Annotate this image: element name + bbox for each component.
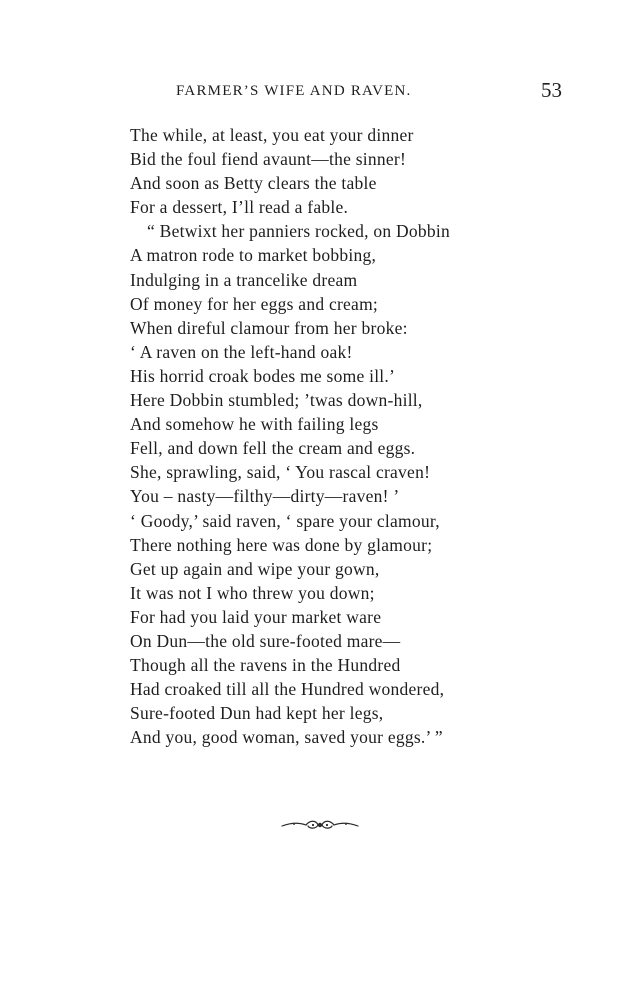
- poem-line: His horrid croak bodes me some ill.’: [130, 365, 396, 386]
- poem-line: Of money for her eggs and cream;: [130, 293, 379, 314]
- poem-line: And somehow he with failing legs: [130, 414, 379, 435]
- poem-line: A matron rode to market bobbing,: [130, 245, 377, 266]
- poem-line: For had you laid your market ware: [130, 606, 382, 627]
- poem-line: And soon as Betty clears the table: [130, 173, 377, 194]
- poem-line: For a dessert, I’ll read a fable.: [130, 197, 349, 218]
- page-number: 53: [541, 78, 562, 102]
- poem-line: “ Betwixt her panniers rocked, on Dobbin: [147, 221, 451, 242]
- poem-line: When direful clamour from her broke:: [130, 317, 408, 338]
- poem-text: [130, 123, 590, 749]
- poem-line: Bid the foul fiend avaunt—the sinner!: [130, 149, 407, 170]
- poem-line: Sure-footed Dun had kept her legs,: [130, 703, 384, 724]
- poem-line: Though all the ravens in the Hundred: [130, 655, 401, 676]
- poem-line: Had croaked till all the Hundred wondered,: [130, 679, 445, 700]
- tailpiece-ornament-icon: [280, 817, 360, 833]
- poem-line: You – nasty—filthy—dirty—raven! ’: [130, 486, 400, 507]
- poem-line: There nothing here was done by glamour;: [130, 534, 433, 555]
- running-title: FARMER’S WIFE AND RAVEN.: [176, 83, 412, 99]
- poem-line: ‘ Goody,’ said raven, ‘ spare your clamour,: [130, 510, 440, 531]
- poem-line: Get up again and wipe your gown,: [130, 558, 380, 579]
- poem-line: ‘ A raven on the left-hand oak!: [130, 341, 353, 362]
- poem-line: Indulging in a trancelike dream: [130, 269, 358, 290]
- poem-line: She, sprawling, said, ‘ You rascal craven!: [130, 462, 431, 483]
- poem-line: Fell, and down fell the cream and eggs.: [130, 438, 416, 459]
- poem-line: It was not I who threw you down;: [130, 582, 375, 603]
- poem-line: On Dun—the old sure-footed mare—: [130, 630, 401, 651]
- poem-line: The while, at least, you eat your dinner: [130, 125, 414, 145]
- poem-line: And you, good woman, saved your eggs.’ ”: [130, 727, 443, 748]
- poem-line: Here Dobbin stumbled; ’twas down-hill,: [130, 390, 423, 411]
